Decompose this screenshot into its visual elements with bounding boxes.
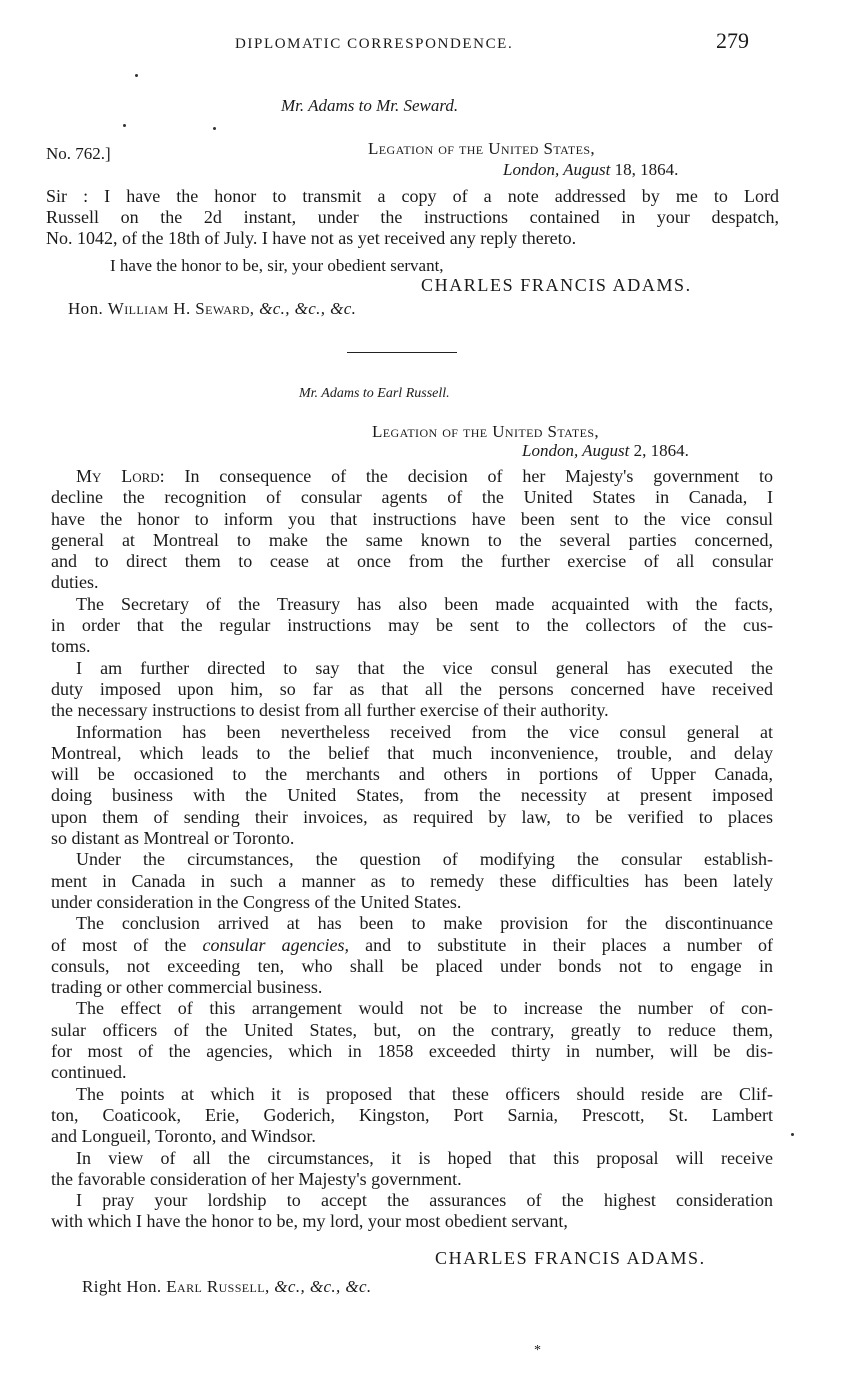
section-divider (347, 352, 457, 353)
letter1-body (46, 186, 779, 250)
letter2-body-line (51, 785, 773, 806)
letter2-body-line (51, 636, 773, 657)
letter2-body-line (51, 509, 773, 530)
line-text: I am further directed to say that the vice consul general has executed the (76, 657, 773, 678)
line-text: continued. (51, 1062, 127, 1083)
letter2-body-line (51, 913, 773, 934)
italic-term: consular agencies, (202, 934, 350, 955)
line-text: under consideration in the Congress of the United States. (51, 891, 462, 912)
letter1-addressee-prefix: Hon. (68, 299, 108, 318)
letter2-heading: Mr. Adams to Earl Russell. (299, 386, 450, 401)
letter2-body-line (51, 807, 773, 828)
letter2-body-line (51, 1062, 773, 1083)
letter1-place: London, (503, 160, 564, 179)
letter2-body-line (51, 551, 773, 572)
letter1-number: No. 762.] (46, 144, 111, 163)
letter2-body-line (51, 849, 773, 870)
letter1-heading: Mr. Adams to Mr. Seward. (281, 96, 459, 115)
line-text: Montreal, which leads to the belief that much inconvenience, trouble, and delay (51, 742, 773, 763)
page-number: 279 (716, 28, 749, 53)
print-speck (213, 127, 216, 130)
line-text: with which I have the honor to be, my lord, your most obedient servant, (51, 1211, 568, 1232)
letter1-closing: I have the honor to be, sir, your obedient servant, (110, 256, 444, 275)
letter1-body-line: Sir : I have the honor to transmit a copy of a note addressed by me to Lord (46, 186, 779, 206)
letter2-place: London, (522, 441, 583, 460)
letter2-addressee (82, 1277, 372, 1297)
line-text: Information has been nevertheless received from the vice consul general at (76, 721, 773, 742)
letter1-dateline (503, 160, 678, 180)
line-text: : In consequence of the decision of her Majesty's government to (159, 466, 774, 486)
line-text: In view of all the circumstances, it is hoped that this proposal will receive (76, 1147, 773, 1168)
letter2-addressee-prefix: Right Hon. (82, 1277, 167, 1296)
letter1-month: August (563, 160, 611, 179)
letter2-addressee-name: Earl Russell, (166, 1277, 270, 1296)
line-text: the favorable consideration of her Majesty's government. (51, 1168, 462, 1189)
letter1-legation-prefix: Legation of the (368, 139, 489, 158)
line-text: ment in Canada in such a manner as to remedy these difficulties has been lately (51, 870, 773, 891)
letter2-body-line (51, 1020, 773, 1041)
letter2-day-year: 2, 1864. (629, 441, 689, 460)
letter1-day-year: 18, 1864. (610, 160, 679, 179)
letter2-body-line (51, 998, 773, 1019)
salutation: My Lord (76, 466, 160, 486)
letter2-body-line (51, 615, 773, 636)
letter2-body-line (51, 487, 773, 508)
letter2-body-line (51, 1084, 773, 1105)
letter2-body (51, 466, 773, 1233)
line-text: duty imposed upon him, so far as that all the persons concerned have received (51, 678, 773, 699)
letter2-body-line (51, 1211, 773, 1232)
letter2-month: August (582, 441, 630, 460)
letter2-body-line (51, 1148, 773, 1169)
letter2-legation (372, 422, 599, 442)
letter2-body-line (51, 700, 773, 721)
line-text: trading or other commercial business. (51, 977, 323, 998)
letter2-legation-prefix: Legation of the (372, 422, 493, 441)
line-segment: of most of the (51, 934, 203, 955)
line-text: have the honor to inform you that instructions have been sent to the vice consul (51, 508, 773, 529)
line-text: doing business with the United States, from the necessity at present imposed (51, 785, 773, 806)
letter2-body-line (51, 871, 773, 892)
letter2-legation-name: United States, (492, 422, 600, 441)
line-text: and Longueil, Toronto, and Windsor. (51, 1126, 316, 1147)
line-text: The Secretary of the Treasury has also been made acquainted with the facts, (76, 593, 773, 614)
letter2-body-line (51, 572, 773, 593)
letter2-body-line (51, 658, 773, 679)
letter2-addressee-suffix: &c., &c., &c. (269, 1277, 372, 1296)
letter2-body-line (51, 977, 773, 998)
line-text: consuls, not exceeding ten, who shall be placed under bonds not to engage in (51, 955, 773, 976)
letter2-body-line (51, 1190, 773, 1211)
line-text: for most of the agencies, which in 1858 exceeded thirty in number, will be dis- (51, 1041, 773, 1062)
letter2-body-line (51, 892, 773, 913)
letter2-body-line (51, 1105, 773, 1126)
letter2-body-line (51, 935, 773, 956)
line-text: I pray your lordship to accept the assurances of the highest consideration (76, 1190, 773, 1211)
line-text: The conclusion arrived at has been to make provision for the discontinuance (76, 913, 773, 934)
line-text: The points at which it is proposed that these officers should reside are Clif- (76, 1083, 773, 1104)
line-text: and to direct them to cease at once from the further exercise of all consular (51, 551, 773, 572)
letter2-body-line (51, 594, 773, 615)
letter2-body-line (51, 679, 773, 700)
line-text: The effect of this arrangement would not be to increase the number of con- (76, 998, 773, 1019)
line-text: will be occasioned to the merchants and others in portions of Upper Canada, (51, 764, 773, 785)
letter2-body-line (51, 530, 773, 551)
print-speck (123, 124, 126, 127)
line-text: decline the recognition of consular agents of the United States in Canada, I (51, 487, 773, 508)
letter1-legation-name: United States, (488, 139, 596, 158)
print-speck (135, 74, 138, 77)
line-text: in order that the regular instructions may be sent to the collectors of the cus- (51, 615, 773, 636)
letter1-body-line: Russell on the 2d instant, under the instructions contained in your despatch, (46, 207, 779, 228)
line-segment: and to substitute in their places a number of (349, 934, 773, 955)
letter2-body-line (51, 764, 773, 785)
letter1-addressee-suffix: &c., &c., &c. (254, 299, 357, 318)
letter1-signature: CHARLES FRANCIS ADAMS. (421, 275, 692, 295)
letter1-legation (368, 139, 595, 159)
line-text: Under the circumstances, the question of modifying the consular establish- (76, 849, 773, 870)
signature-mark: * (534, 1343, 541, 1358)
letter2-body-line (51, 743, 773, 764)
letter2-body-line (51, 466, 773, 487)
letter2-body-line (51, 1169, 773, 1190)
letter2-body-line (51, 828, 773, 849)
print-speck (791, 1133, 794, 1136)
letter2-dateline (522, 441, 689, 461)
line-text: toms. (51, 636, 91, 657)
line-text: the necessary instructions to desist from all further exercise of their authority. (51, 700, 609, 721)
line-text: upon them of sending their invoices, as required by law, to be verified to places (51, 806, 773, 827)
line-text: so distant as Montreal or Toronto. (51, 828, 295, 849)
letter2-body-line (51, 1126, 773, 1147)
running-title: DIPLOMATIC CORRESPONDENCE. (235, 36, 514, 52)
line-text: ton, Coaticook, Erie, Goderich, Kingston, Port Sarnia, Prescott, St. Lambert (51, 1104, 773, 1125)
letter1-addressee-name: William H. Seward, (107, 299, 255, 318)
line-text: sular officers of the United States, but, on the contrary, greatly to reduce them, (51, 1019, 773, 1040)
line-text: general at Montreal to make the same known to the several parties concerned, (51, 529, 773, 550)
letter2-signature: CHARLES FRANCIS ADAMS. (435, 1248, 706, 1268)
letter1-addressee (68, 299, 356, 319)
line-text: duties. (51, 572, 99, 593)
letter2-body-line (51, 956, 773, 977)
letter2-body-line (51, 722, 773, 743)
letter1-body-line: No. 1042, of the 18th of July. I have not as yet received any reply thereto. (46, 228, 577, 249)
letter2-body-line (51, 1041, 773, 1062)
